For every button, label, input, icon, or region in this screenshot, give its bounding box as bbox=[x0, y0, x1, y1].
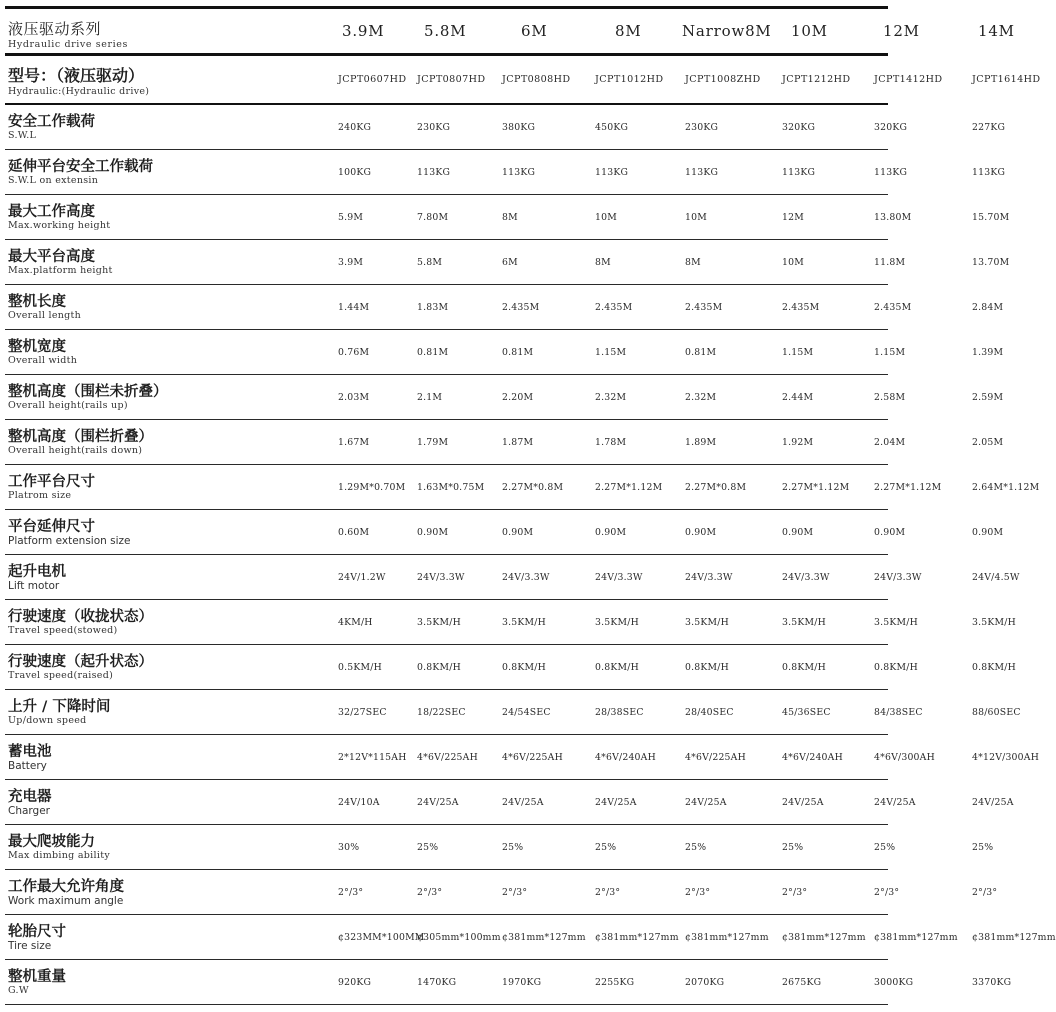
cell-col-7: 0.90M bbox=[874, 526, 906, 538]
spec-label-en: S.W.L on extensin bbox=[8, 175, 99, 186]
cell-col-4: 1.15M bbox=[595, 346, 627, 358]
cell-col-2: 4*6V/225AH bbox=[417, 751, 478, 763]
cell-col-4: 2.32M bbox=[595, 391, 627, 403]
spec-label-cn: 工作最大允许角度 bbox=[8, 879, 124, 895]
spec-label bbox=[5, 510, 171, 554]
spec-row bbox=[5, 870, 998, 915]
cell-col-1: 4KM/H bbox=[338, 616, 373, 628]
cell-col-2: 24V/3.3W bbox=[417, 571, 465, 583]
cell-col-8: 4*12V/300AH bbox=[972, 751, 1040, 763]
spec-row bbox=[5, 825, 994, 870]
spec-label bbox=[5, 780, 171, 824]
spec-row bbox=[5, 375, 1004, 420]
cell-col-1: 24V/10A bbox=[338, 796, 380, 808]
spec-row bbox=[5, 690, 1021, 735]
header-row bbox=[5, 9, 1015, 53]
cell-col-8: 0.90M bbox=[972, 526, 1004, 538]
cell-col-3: 2.20M bbox=[502, 391, 534, 403]
cell-col-6: 25% bbox=[782, 841, 804, 853]
cell-col-3: 25% bbox=[502, 841, 524, 853]
cell-col-5: 0.8KM/H bbox=[685, 661, 729, 673]
spec-row bbox=[5, 465, 1040, 510]
spec-label-en: Max.working height bbox=[8, 220, 111, 231]
cell-col-1: 240KG bbox=[338, 121, 372, 133]
spec-label-en: Lift motor bbox=[8, 580, 60, 592]
spec-values bbox=[171, 195, 1010, 239]
spec-label-en: S.W.L bbox=[8, 130, 37, 141]
spec-label-cn: 最大平台高度 bbox=[8, 249, 95, 265]
spec-row bbox=[5, 600, 1016, 645]
cell-col-1: 1.29M*0.70M bbox=[338, 481, 406, 493]
spec-label-cn: 整机长度 bbox=[8, 294, 66, 310]
cell-col-4: ¢381mm*127mm bbox=[595, 931, 679, 943]
cell-col-1: 1.67M bbox=[338, 436, 370, 448]
spec-label-en: Max dimbing ability bbox=[8, 850, 110, 861]
cell-col-4: 1.78M bbox=[595, 436, 627, 448]
cell-col-7: ¢381mm*127mm bbox=[874, 931, 958, 943]
cell-col-6: 45/36SEC bbox=[782, 706, 831, 718]
cell-col-7: 84/38SEC bbox=[874, 706, 923, 718]
spec-label-cn: 整机高度（围栏未折叠） bbox=[8, 384, 168, 400]
cell-col-1: JCPT0607HD bbox=[338, 74, 407, 85]
spec-label bbox=[5, 285, 171, 329]
cell-col-3: 2.435M bbox=[502, 301, 540, 313]
cell-col-4: 2.27M*1.12M bbox=[595, 481, 663, 493]
spec-values bbox=[171, 375, 1004, 419]
spec-row bbox=[5, 150, 1006, 195]
cell-col-8: 2.05M bbox=[972, 436, 1004, 448]
cell-col-3: 6M bbox=[502, 256, 518, 268]
cell-col-8: 1.39M bbox=[972, 346, 1004, 358]
cell-col-6: 2675KG bbox=[782, 976, 822, 988]
cell-col-4: 2255KG bbox=[595, 976, 635, 988]
spec-label bbox=[5, 465, 171, 509]
spec-row bbox=[5, 240, 1010, 285]
spec-values bbox=[171, 465, 1040, 509]
spec-values bbox=[171, 645, 1016, 689]
cell-col-1: 1.44M bbox=[338, 301, 370, 313]
spec-values bbox=[171, 105, 1006, 149]
cell-col-3: 0.90M bbox=[502, 526, 534, 538]
cell-col-6: 10M bbox=[791, 22, 828, 40]
spec-values bbox=[171, 285, 1004, 329]
spec-label-en: Travel speed(raised) bbox=[8, 670, 114, 681]
cell-col-2: 113KG bbox=[417, 166, 451, 178]
cell-col-1: 0.76M bbox=[338, 346, 370, 358]
cell-col-2: 24V/25A bbox=[417, 796, 459, 808]
cell-col-4: 450KG bbox=[595, 121, 629, 133]
cell-col-4: 113KG bbox=[595, 166, 629, 178]
cell-col-3: 4*6V/225AH bbox=[502, 751, 563, 763]
series-title-en: Hydraulic drive series bbox=[8, 39, 128, 50]
cell-col-3: 113KG bbox=[502, 166, 536, 178]
cell-col-5: 2.27M*0.8M bbox=[685, 481, 747, 493]
cell-col-8: 88/60SEC bbox=[972, 706, 1021, 718]
spec-label bbox=[5, 735, 171, 779]
spec-label-cn: 行驶速度（起升状态） bbox=[8, 654, 153, 670]
cell-col-7: 4*6V/300AH bbox=[874, 751, 935, 763]
cell-col-4: 3.5KM/H bbox=[595, 616, 639, 628]
cell-col-3: 24/54SEC bbox=[502, 706, 551, 718]
spec-label-en: Max.platform height bbox=[8, 265, 113, 276]
spec-values bbox=[171, 780, 1014, 824]
cell-col-2: 7.80M bbox=[417, 211, 449, 223]
spec-values bbox=[171, 510, 1004, 554]
cell-col-6: 0.90M bbox=[782, 526, 814, 538]
cell-col-2: JCPT0807HD bbox=[417, 74, 486, 85]
spec-label bbox=[5, 915, 171, 959]
cell-col-3: 1970KG bbox=[502, 976, 542, 988]
cell-col-5: 3.5KM/H bbox=[685, 616, 729, 628]
spec-label-en: Overall height(rails up) bbox=[8, 400, 128, 411]
cell-col-6: 4*6V/240AH bbox=[782, 751, 843, 763]
cell-col-6: 2.435M bbox=[782, 301, 820, 313]
spec-values bbox=[171, 870, 998, 914]
spec-rows bbox=[5, 105, 1056, 1005]
cell-col-5: Narrow8M bbox=[682, 22, 772, 40]
cell-col-5: 2070KG bbox=[685, 976, 725, 988]
spec-label bbox=[5, 960, 171, 1004]
cell-col-6: 12M bbox=[782, 211, 804, 223]
cell-col-6: 0.8KM/H bbox=[782, 661, 826, 673]
cell-col-7: 2.58M bbox=[874, 391, 906, 403]
cell-col-7: 1.15M bbox=[874, 346, 906, 358]
cell-col-3: 1.87M bbox=[502, 436, 534, 448]
cell-col-3: JCPT0808HD bbox=[502, 74, 571, 85]
cell-col-7: 3.5KM/H bbox=[874, 616, 918, 628]
spec-label-en: Travel speed(stowed) bbox=[8, 625, 118, 636]
cell-col-6: ¢381mm*127mm bbox=[782, 931, 866, 943]
cell-col-7: JCPT1412HD bbox=[874, 74, 943, 85]
spec-label-en: Overall height(rails down) bbox=[8, 445, 143, 456]
spec-label-en: Up/down speed bbox=[8, 715, 87, 726]
spec-row bbox=[5, 195, 1010, 240]
spec-values bbox=[171, 555, 1020, 599]
cell-col-8: 2°/3° bbox=[972, 886, 998, 898]
spec-label bbox=[5, 555, 171, 599]
spec-label-cn: 轮胎尺寸 bbox=[8, 924, 66, 940]
spec-label-en: G.W bbox=[8, 985, 29, 996]
cell-col-5: 25% bbox=[685, 841, 707, 853]
cell-col-4: 0.90M bbox=[595, 526, 627, 538]
cell-col-6: 3.5KM/H bbox=[782, 616, 826, 628]
spec-row bbox=[5, 330, 1004, 375]
cell-col-7: 2°/3° bbox=[874, 886, 900, 898]
cell-col-5: 2.435M bbox=[685, 301, 723, 313]
cell-col-7: 2.27M*1.12M bbox=[874, 481, 942, 493]
cell-col-7: 2.435M bbox=[874, 301, 912, 313]
spec-label-cn: 工作平台尺寸 bbox=[8, 474, 95, 490]
spec-label bbox=[5, 330, 171, 374]
cell-col-8: 15.70M bbox=[972, 211, 1010, 223]
cell-col-6: 10M bbox=[782, 256, 804, 268]
cell-col-3: 0.81M bbox=[502, 346, 534, 358]
cell-col-6: 24V/3.3W bbox=[782, 571, 830, 583]
cell-col-2: 5.8M bbox=[417, 256, 443, 268]
spec-label-cn: 整机重量 bbox=[8, 969, 66, 985]
cell-col-8: 25% bbox=[972, 841, 994, 853]
spec-label bbox=[5, 240, 171, 284]
cell-col-8: 113KG bbox=[972, 166, 1006, 178]
cell-col-2: 2.1M bbox=[417, 391, 443, 403]
spec-label-cn: 整机宽度 bbox=[8, 339, 66, 355]
spec-row bbox=[5, 285, 1004, 330]
spec-row bbox=[5, 105, 1006, 150]
cell-col-3: ¢381mm*127mm bbox=[502, 931, 586, 943]
spec-label-cn: 起升电机 bbox=[8, 564, 66, 580]
spec-row bbox=[5, 420, 1004, 465]
cell-col-4: 2.435M bbox=[595, 301, 633, 313]
cell-col-5: 230KG bbox=[685, 121, 719, 133]
cell-col-2: 1.79M bbox=[417, 436, 449, 448]
cell-col-1: 100KG bbox=[338, 166, 372, 178]
cell-col-4: 4*6V/240AH bbox=[595, 751, 656, 763]
cell-col-6: 24V/25A bbox=[782, 796, 824, 808]
cell-col-7: 13.80M bbox=[874, 211, 912, 223]
cell-col-4: 2°/3° bbox=[595, 886, 621, 898]
cell-col-3: 8M bbox=[502, 211, 518, 223]
spec-label bbox=[5, 150, 171, 194]
cell-col-2: 18/22SEC bbox=[417, 706, 466, 718]
cell-col-1: ¢323MM*100MM bbox=[338, 931, 425, 943]
spec-label-cn: 平台延伸尺寸 bbox=[8, 519, 95, 535]
cell-col-4: 10M bbox=[595, 211, 617, 223]
cell-col-6: 2.27M*1.12M bbox=[782, 481, 850, 493]
cell-col-8: ¢381mm*127mm bbox=[972, 931, 1056, 943]
spec-row bbox=[5, 555, 1020, 600]
cell-col-8: 24V/25A bbox=[972, 796, 1014, 808]
cell-col-8: 0.8KM/H bbox=[972, 661, 1016, 673]
spec-label-en: Platrom size bbox=[8, 490, 72, 501]
cell-col-7: 113KG bbox=[874, 166, 908, 178]
cell-col-8: 3370KG bbox=[972, 976, 1012, 988]
spec-row bbox=[5, 915, 1056, 960]
spec-row bbox=[5, 960, 1012, 1005]
cell-col-7: 3000KG bbox=[874, 976, 914, 988]
spec-values bbox=[171, 960, 1012, 1004]
cell-col-1: 0.5KM/H bbox=[338, 661, 382, 673]
cell-col-3: 2.27M*0.8M bbox=[502, 481, 564, 493]
cell-col-2: 0.8KM/H bbox=[417, 661, 461, 673]
cell-col-4: 0.8KM/H bbox=[595, 661, 639, 673]
spec-values bbox=[171, 330, 1004, 374]
cell-col-6: 2°/3° bbox=[782, 886, 808, 898]
cell-col-1: 0.60M bbox=[338, 526, 370, 538]
spec-label-en: Tire size bbox=[8, 940, 52, 952]
spec-label-cn: 蓄电池 bbox=[8, 744, 52, 760]
cell-col-7: 0.8KM/H bbox=[874, 661, 918, 673]
cell-col-2: 3.5KM/H bbox=[417, 616, 461, 628]
cell-col-7: 2.04M bbox=[874, 436, 906, 448]
model-label-en: Hydraulic:(Hydraulic drive) bbox=[8, 86, 150, 97]
cell-col-2: 1.83M bbox=[417, 301, 449, 313]
spec-label-cn: 行驶速度（收拢状态） bbox=[8, 609, 153, 625]
cell-col-5: 0.81M bbox=[685, 346, 717, 358]
cell-col-5: 1.89M bbox=[685, 436, 717, 448]
spec-label bbox=[5, 645, 171, 689]
cell-col-1: 5.9M bbox=[338, 211, 364, 223]
cell-col-1: 32/27SEC bbox=[338, 706, 387, 718]
cell-col-5: 4*6V/225AH bbox=[685, 751, 746, 763]
cell-col-5: 113KG bbox=[685, 166, 719, 178]
cell-col-3: 24V/3.3W bbox=[502, 571, 550, 583]
spec-label bbox=[5, 690, 171, 734]
cell-col-7: 24V/3.3W bbox=[874, 571, 922, 583]
spec-label bbox=[5, 600, 171, 644]
cell-col-5: 0.90M bbox=[685, 526, 717, 538]
cell-col-5: 24V/3.3W bbox=[685, 571, 733, 583]
cell-col-7: 24V/25A bbox=[874, 796, 916, 808]
cell-col-5: 2°/3° bbox=[685, 886, 711, 898]
cell-col-1: 2*12V*115AH bbox=[338, 751, 407, 763]
cell-col-2: 5.8M bbox=[424, 22, 467, 40]
cell-col-8: 227KG bbox=[972, 121, 1006, 133]
cell-col-1: 2°/3° bbox=[338, 886, 364, 898]
cell-col-8: 2.59M bbox=[972, 391, 1004, 403]
cell-col-3: 380KG bbox=[502, 121, 536, 133]
cell-col-1: 3.9M bbox=[342, 22, 385, 40]
cell-col-6: 1.92M bbox=[782, 436, 814, 448]
spec-label bbox=[5, 825, 171, 869]
cell-col-3: 3.5KM/H bbox=[502, 616, 546, 628]
spec-values bbox=[171, 420, 1004, 464]
cell-col-4: 24V/25A bbox=[595, 796, 637, 808]
cell-col-8: 14M bbox=[978, 22, 1015, 40]
spec-label-cn: 最大工作高度 bbox=[8, 204, 95, 220]
spec-values bbox=[171, 735, 1040, 779]
spec-values bbox=[171, 600, 1016, 644]
cell-col-5: 2.32M bbox=[685, 391, 717, 403]
cell-col-2: 1470KG bbox=[417, 976, 457, 988]
spec-table bbox=[5, 6, 1056, 1005]
spec-label-en: Battery bbox=[8, 760, 47, 772]
cell-col-3: 6M bbox=[521, 22, 548, 40]
model-label bbox=[5, 56, 171, 103]
header-label bbox=[5, 9, 171, 53]
cell-col-7: 320KG bbox=[874, 121, 908, 133]
cell-col-6: JCPT1212HD bbox=[782, 74, 851, 85]
cell-col-8: 24V/4.5W bbox=[972, 571, 1020, 583]
cell-col-8: 2.84M bbox=[972, 301, 1004, 313]
cell-col-1: 920KG bbox=[338, 976, 372, 988]
cell-col-5: JCPT1008ZHD bbox=[685, 74, 761, 85]
spec-label-en: Overall width bbox=[8, 355, 78, 366]
cell-col-4: 24V/3.3W bbox=[595, 571, 643, 583]
cell-col-2: ¢305mm*100mm bbox=[417, 931, 501, 943]
model-row bbox=[5, 56, 1041, 103]
cell-col-6: 2.44M bbox=[782, 391, 814, 403]
spec-label-en: Overall length bbox=[8, 310, 82, 321]
model-label-cn: 型号：（液压驱动） bbox=[8, 66, 145, 85]
cell-col-2: 1.63M*0.75M bbox=[417, 481, 485, 493]
spec-label-cn: 充电器 bbox=[8, 789, 52, 805]
spec-label bbox=[5, 375, 171, 419]
spec-label bbox=[5, 420, 171, 464]
cell-col-3: 0.8KM/H bbox=[502, 661, 546, 673]
cell-col-2: 0.81M bbox=[417, 346, 449, 358]
cell-col-4: 28/38SEC bbox=[595, 706, 644, 718]
cell-col-8: 2.64M*1.12M bbox=[972, 481, 1040, 493]
spec-row bbox=[5, 780, 1014, 825]
spec-label-cn: 安全工作载荷 bbox=[8, 114, 95, 130]
cell-col-5: 10M bbox=[685, 211, 707, 223]
cell-col-7: 12M bbox=[883, 22, 920, 40]
cell-col-8: 13.70M bbox=[972, 256, 1010, 268]
header-cells bbox=[171, 9, 1015, 53]
cell-col-1: 30% bbox=[338, 841, 360, 853]
cell-col-8: JCPT1614HD bbox=[972, 74, 1041, 85]
cell-col-7: 25% bbox=[874, 841, 896, 853]
model-cells bbox=[171, 56, 1041, 103]
cell-col-3: 2°/3° bbox=[502, 886, 528, 898]
spec-row bbox=[5, 510, 1004, 555]
spec-label-cn: 整机高度（围栏折叠） bbox=[8, 429, 153, 445]
cell-col-1: 2.03M bbox=[338, 391, 370, 403]
spec-label bbox=[5, 195, 171, 239]
spec-label-en: Platform extension size bbox=[8, 535, 131, 547]
cell-col-2: 25% bbox=[417, 841, 439, 853]
spec-values bbox=[171, 690, 1021, 734]
spec-values bbox=[171, 915, 1056, 959]
cell-col-2: 230KG bbox=[417, 121, 451, 133]
spec-row bbox=[5, 735, 1040, 780]
cell-col-5: 24V/25A bbox=[685, 796, 727, 808]
spec-label bbox=[5, 870, 171, 914]
cell-col-4: 8M bbox=[615, 22, 642, 40]
spec-label bbox=[5, 105, 171, 149]
cell-col-2: 0.90M bbox=[417, 526, 449, 538]
cell-col-5: 8M bbox=[685, 256, 701, 268]
spec-label-en: Charger bbox=[8, 805, 50, 817]
spec-label-cn: 延伸平台安全工作载荷 bbox=[8, 159, 153, 175]
cell-col-5: 28/40SEC bbox=[685, 706, 734, 718]
spec-label-cn: 最大爬坡能力 bbox=[8, 834, 95, 850]
cell-col-6: 1.15M bbox=[782, 346, 814, 358]
cell-col-1: 3.9M bbox=[338, 256, 364, 268]
cell-col-4: 25% bbox=[595, 841, 617, 853]
series-title-cn: 液压驱动系列 bbox=[8, 20, 102, 38]
spec-values bbox=[171, 150, 1006, 194]
cell-col-6: 320KG bbox=[782, 121, 816, 133]
cell-col-4: 8M bbox=[595, 256, 611, 268]
cell-col-7: 11.8M bbox=[874, 256, 906, 268]
cell-col-1: 24V/1.2W bbox=[338, 571, 386, 583]
cell-col-3: 24V/25A bbox=[502, 796, 544, 808]
cell-col-5: ¢381mm*127mm bbox=[685, 931, 769, 943]
spec-row bbox=[5, 645, 1016, 690]
cell-col-4: JCPT1012HD bbox=[595, 74, 664, 85]
cell-col-2: 2°/3° bbox=[417, 886, 443, 898]
cell-col-8: 3.5KM/H bbox=[972, 616, 1016, 628]
spec-values bbox=[171, 240, 1010, 284]
spec-label-cn: 上升 / 下降时间 bbox=[8, 699, 111, 715]
spec-values bbox=[171, 825, 994, 869]
cell-col-6: 113KG bbox=[782, 166, 816, 178]
spec-label-en: Work maximum angle bbox=[8, 895, 124, 907]
